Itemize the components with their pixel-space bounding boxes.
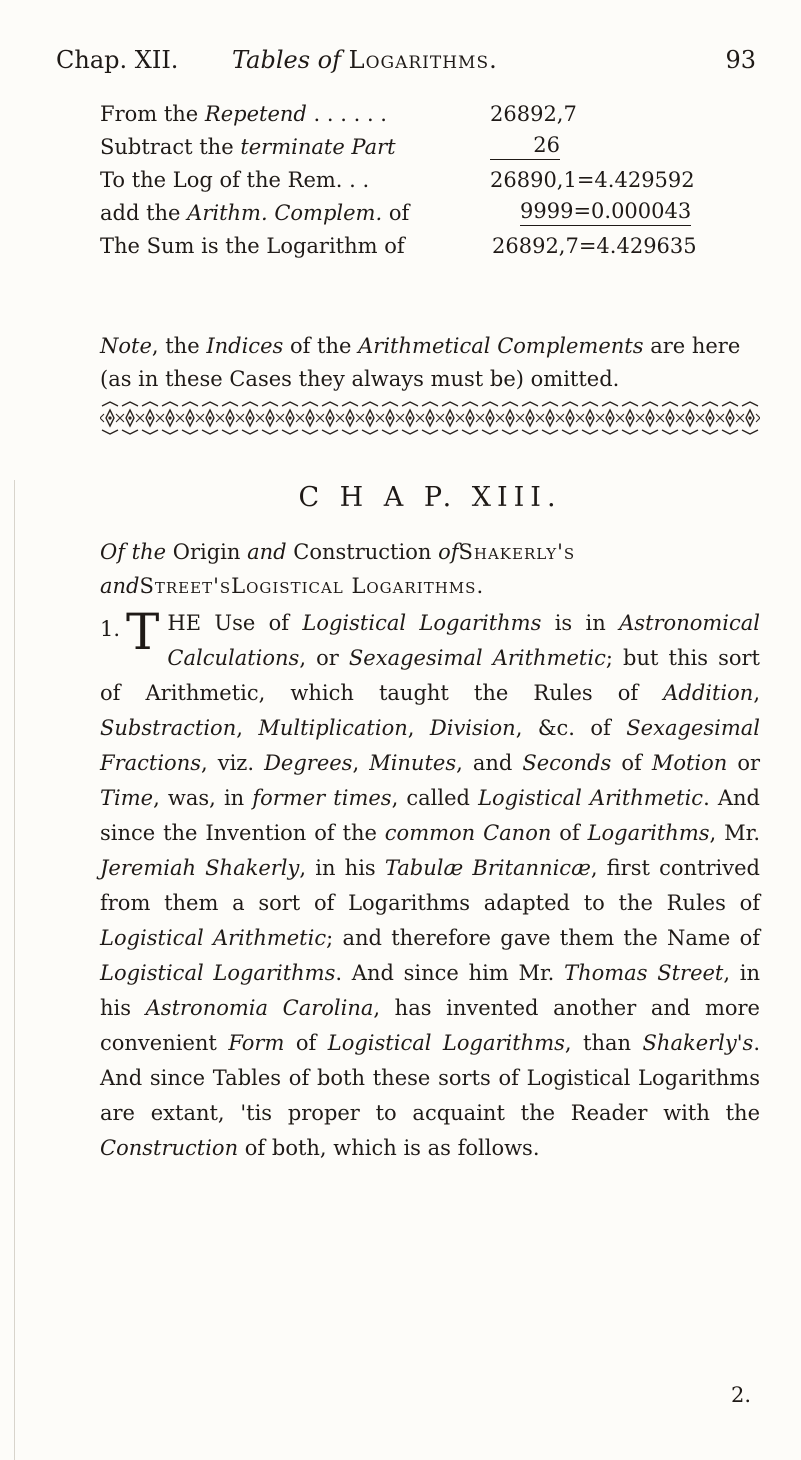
body-text-run: , or xyxy=(299,646,349,670)
body-italic-run: common Canon xyxy=(384,821,552,845)
body-text-run: , was, in xyxy=(153,786,253,810)
body-text-run: ; and therefore gave them the Name of xyxy=(326,926,760,950)
subheading-street: Street's xyxy=(139,574,232,598)
body-text-run: , in his xyxy=(100,961,761,1020)
body-italic-run: Time xyxy=(100,786,154,810)
drop-cap: T xyxy=(126,603,160,661)
calc-value: 26890,1=4.429592 xyxy=(490,168,695,192)
body-text-run: . And since him Mr. xyxy=(335,961,565,985)
header-title-caps: Logarithms. xyxy=(348,46,498,74)
body-text-run: HE Use of xyxy=(167,611,303,635)
calc-line-complement xyxy=(100,197,760,230)
note-text: are here (as in these Cases they always must be) omitted. xyxy=(100,334,741,391)
body-italic-run: Logistical Arithmetic xyxy=(478,786,704,810)
body-text-run: or xyxy=(727,751,760,775)
calc-label: The Sum is the Logarithm of xyxy=(100,234,405,258)
calc-value: 26892,7=4.429635 xyxy=(492,234,697,258)
calc-label-italic: terminate Part xyxy=(240,135,396,159)
body-paragraph xyxy=(100,603,761,1166)
note-text: of the xyxy=(289,334,352,358)
body-text-runs xyxy=(100,603,761,1160)
note-italic: Indices xyxy=(206,334,284,358)
subheading-construction: Construction xyxy=(293,540,432,564)
body-italic-run: Form xyxy=(228,1031,285,1055)
calc-label: To the Log of the Rem. . . xyxy=(100,168,370,192)
body-text-run: , Mr. xyxy=(709,821,760,845)
body-italic-run: Logistical Logarithms xyxy=(327,1031,565,1055)
body-text-run: . And since the Invention of the xyxy=(100,786,760,845)
subheading-and: and xyxy=(247,540,287,564)
body-italic-run: Astronomia Carolina xyxy=(145,996,374,1020)
body-italic-run: Motion xyxy=(651,751,728,775)
calc-value: 9999=0.000043 xyxy=(520,197,691,226)
body-text-run: is in xyxy=(541,611,620,635)
header-title xyxy=(232,40,498,80)
catchword: 2. xyxy=(730,1383,751,1407)
body-text-run: , &c. of xyxy=(515,716,627,740)
body-text-run: , called xyxy=(391,786,479,810)
page-number: 93 xyxy=(725,46,756,74)
body-text-run: of xyxy=(611,751,652,775)
body-italic-run: Jeremiah Shakerly xyxy=(100,856,300,880)
calc-line-remainder xyxy=(100,164,760,197)
page-gutter-line xyxy=(14,480,15,1460)
calc-dots: . . . . . . xyxy=(306,102,387,126)
body-italic-run: Addition xyxy=(663,681,754,705)
body-italic-run: Sexagesimal Arithmetic xyxy=(348,646,606,670)
body-text-run: , than xyxy=(564,1031,643,1055)
body-text-run: , xyxy=(753,681,760,705)
body-text-run: of both, which is as follows. xyxy=(238,1136,540,1160)
subheading-of: of xyxy=(438,540,459,564)
calc-value: 26892,7 xyxy=(490,102,577,126)
body-text-run: , xyxy=(407,716,430,740)
chapter-subheading xyxy=(100,535,760,603)
section-number: 1. xyxy=(100,617,121,641)
body-text-run: ; but this sort of Arithmetic, which taught the Rules of xyxy=(100,646,760,705)
note-italic: Arithmetical Complements xyxy=(358,334,644,358)
body-text-run: , viz. xyxy=(201,751,265,775)
calc-label-after: of xyxy=(388,201,410,225)
body-italic-run: Shakerly's xyxy=(642,1031,754,1055)
body-italic-run: Logistical Arithmetic xyxy=(100,926,327,950)
body-text-run: of xyxy=(284,1031,328,1055)
subheading-shakerly: Shakerly's xyxy=(458,540,576,564)
body-italic-run: Seconds xyxy=(522,751,612,775)
subheading-of-the: Of the xyxy=(100,540,167,564)
subheading-logistical-logarithms: Logistical Logarithms. xyxy=(231,574,485,598)
body-italic-run: Substraction xyxy=(100,716,237,740)
body-text-run: , and xyxy=(456,751,523,775)
body-italic-run: Sexagesimal Fractions xyxy=(100,716,760,775)
header-title-italic: Tables of xyxy=(232,46,341,74)
body-text-run: , xyxy=(236,716,259,740)
body-italic-run: Minutes xyxy=(369,751,457,775)
calc-label: Subtract the xyxy=(100,135,234,159)
calc-label: From the xyxy=(100,102,199,126)
subheading-origin: Origin xyxy=(172,540,241,564)
body-text-run: , has invented another and more convenient xyxy=(100,996,760,1055)
body-italic-run: Logistical Logarithms xyxy=(100,961,336,985)
body-italic-run: Astronomical Calculations xyxy=(167,611,760,670)
body-italic-run: former times xyxy=(252,786,392,810)
body-text-run: , in his xyxy=(299,856,385,880)
calc-line-repetend xyxy=(100,98,760,131)
note-paragraph xyxy=(100,330,760,396)
note-lead: Note xyxy=(100,334,152,358)
ornament-band xyxy=(100,400,760,436)
body-italic-run: Tabulæ Britannicæ xyxy=(384,856,591,880)
body-italic-run: Construction xyxy=(100,1136,239,1160)
calculation-block xyxy=(100,98,760,263)
calc-label-italic: Repetend xyxy=(204,102,307,126)
body-text-run: , first contrived from them a sort of Logarithms adapted to the Rules of xyxy=(100,856,760,915)
body-italic-run: Logarithms xyxy=(587,821,710,845)
calc-value: 26 xyxy=(490,131,560,160)
body-italic-run: Degrees xyxy=(264,751,353,775)
calc-line-sum xyxy=(100,230,760,263)
calc-label-italic: Arithm. Complem. xyxy=(187,201,383,225)
body-italic-run: Division xyxy=(429,716,516,740)
body-italic-run: Multiplication xyxy=(258,716,408,740)
calc-line-subtract xyxy=(100,131,760,164)
header-chapter: Chap. XII. xyxy=(56,46,179,74)
body-italic-run: Logistical Logarithms xyxy=(302,611,542,635)
running-header xyxy=(56,40,756,80)
calc-label: add the xyxy=(100,201,181,225)
body-text-run: of xyxy=(551,821,588,845)
body-text-run: . And since Tables of both these sorts of Logistical Logarithms are extant, 'tis proper to acquaint the Reader with the xyxy=(100,1031,760,1125)
chapter-heading: C H A P. XIII. xyxy=(298,482,562,513)
note-text: , the xyxy=(151,334,200,358)
body-italic-run: Thomas Street xyxy=(564,961,724,985)
subheading-and-2: and xyxy=(100,574,140,598)
body-text-run: , xyxy=(352,751,370,775)
